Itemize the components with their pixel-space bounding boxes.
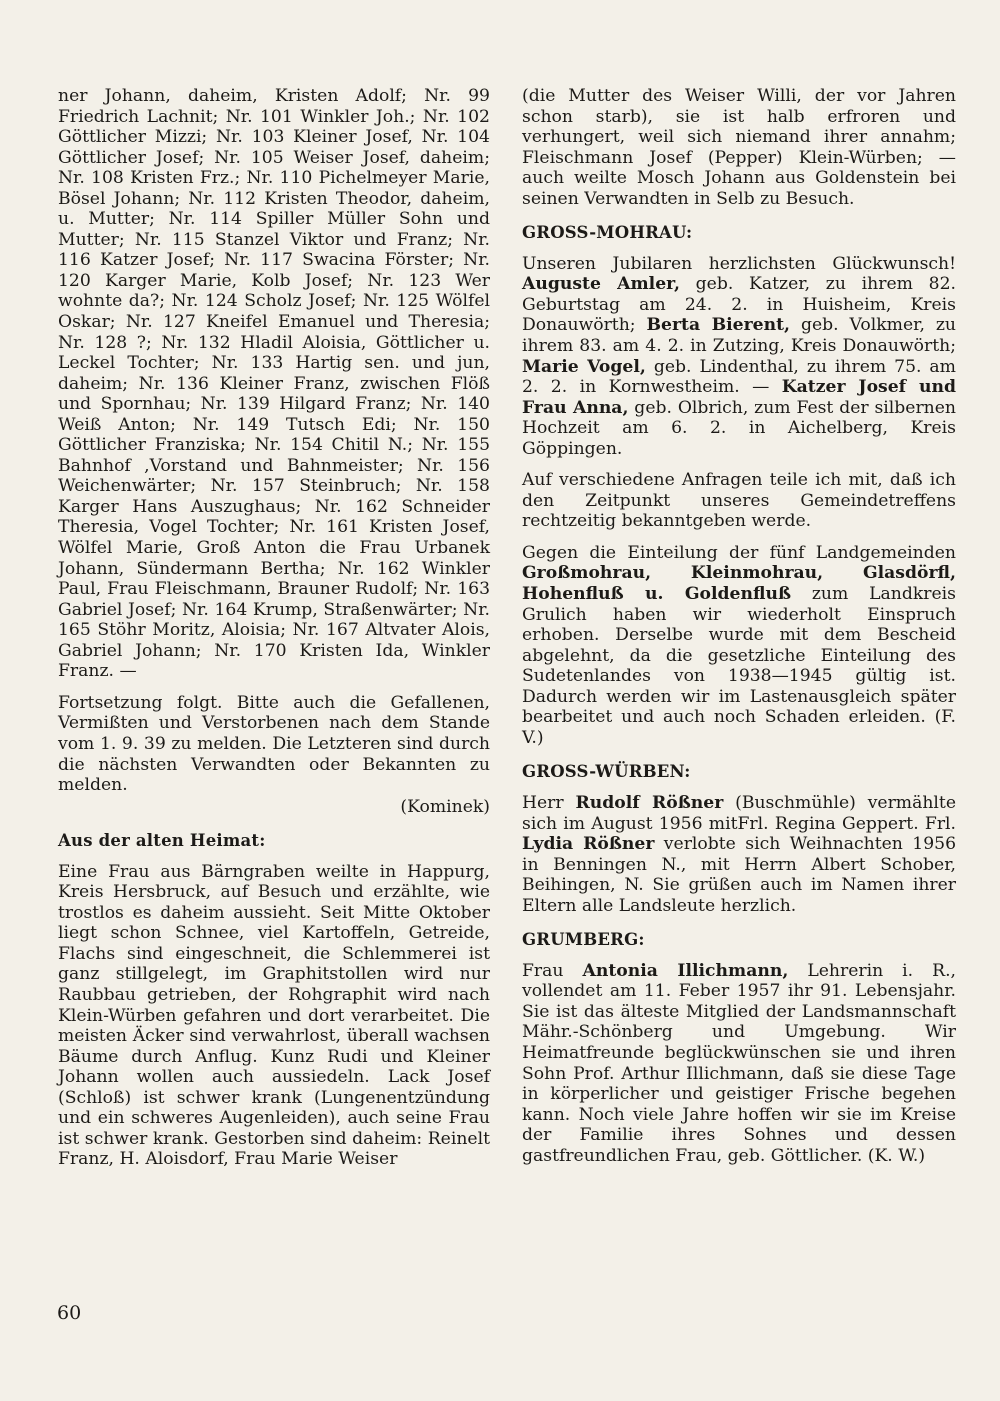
section-heading-gross-mohrau: GROSS-MOHRAU: (522, 223, 693, 243)
page-number: 60 (57, 1302, 82, 1324)
section-heading-alte-heimat: Aus der alten Heimat: (58, 831, 266, 851)
birthday-paragraph: Frau Antonia Illichmann, Lehrerin i. R., vollendet am 11. Feber 1957 ihr 91. Lebensjahr. Sie ist das älteste Mitglied der Landsmannschaft Mähr.-Schönberg und Umgebung. Wir Heimatfreunde beglückwünschen sie und ihren Sohn Prof. Arthur Illichmann, daß sie diese Tage in körperlicher und geistiger Frische begehen kann. Noch viele Jahre hoffen wir sie im Kreise der Familie ihres Sohnes und dessen gastfreundlichen Frau, geb. Göttlicher. (K. W.) (522, 960, 957, 1166)
author-signature: (Kominek) (400, 796, 490, 817)
wedding-paragraph: Herr Rudolf Rößner (Buschmühle) vermählte sich im August 1956 mitFrl. Regina Geppert. Frl. Lydia Rößner verlobte sich Weihnachten 1956 in Benningen N., mit Herrn Albert Schober, Beihingen, N. Sie grüßen auch im Namen ihrer Eltern alle Landsleute herzlich. (522, 792, 957, 916)
address-list-paragraph: ner Johann, daheim, Kristen Adolf; Nr. 99 Friedrich Lachnit; Nr. 101 Winkler Joh.; Nr. 102 Göttlicher Mizzi; Nr. 103 Kleiner Josef, Nr. 104 Göttlicher Josef; Nr. 105 Weiser Josef, daheim; Nr. 108 Kristen Frz.; Nr. 110 Pichelmeyer Marie, Bösel Johann; Nr. 112 Kristen Theodor, daheim, u. Mutter; Nr. 114 Spiller Müller Sohn und Mutter; Nr. 115 Stanzel Viktor und Franz; Nr. 116 Katzer Josef; Nr. 117 Swacina Förster; Nr. 120 Karger Marie, Kolb Josef; Nr. 123 Wer wohnte da?; Nr. 124 Scholz Josef; Nr. 125 Wölfel Oskar; Nr. 127 Kneifel Emanuel und Theresia; Nr. 128 ?; Nr. 132 Hladil Aloisia, Göttlicher u. Leckel Tochter; Nr. 133 Hartig sen. und jun, daheim; Nr. 136 Kleiner Franz, zwischen Flöß und Spornhau; Nr. 139 Hilgard Franz; Nr. 140 Weiß Anton; Nr. 149 Tutsch Edi; Nr. 150 Göttlicher Franziska; Nr. 154 Chitil N.; Nr. 155 Bahnhof ,Vorstand und Bahnmeister; Nr. 156 Weichenwärter; Nr. 157 Steinbruch; Nr. 158 Karger Hans Auszughaus; Nr. 162 Schneider Theresia, Vogel Tochter; Nr. 161 Kristen Josef, Wölfel Marie, Groß Anton die Frau Urbanek Johann, Sündermann Bertha; Nr. 162 Winkler Paul, Frau Fleischmann, Brauner Rudolf; Nr. 163 Gabriel Josef; Nr. 164 Krump, Straßenwärter; Nr. 165 Stöhr Moritz, Aloisia; Nr. 167 Altvater Alois, Gabriel Johann; Nr. 170 Kristen Ida, Winkler Franz. — (58, 86, 490, 682)
jubilee-paragraph: Unseren Jubilaren herzlichsten Glückwunsch! Auguste Amler, geb. Katzer, zu ihrem 82. Geburtstag am 24. 2. in Huisheim, Kreis Donauwörth; Berta Bierent, geb. Volkmer, zu ihrem 83. am 4. 2. in Zutzing, Kreis Donauwörth; Marie Vogel, geb. Lindenthal, zu ihrem 75. am 2. 2. in Kornwestheim. — Katzer Josef und Frau Anna, geb. Olbrich, zum Fest der silbernen Hochzeit am 6. 2. in Aichelberg, Kreis Göppingen. (522, 253, 956, 459)
continued-paragraph: (die Mutter des Weiser Willi, der vor Jahren schon starb), sie ist halb erfroren und verhungert, weil sich niemand ihrer annahm; Fleischmann Josef (Pepper) Klein-Würben; — auch weilte Mosch Johann aus Goldenstein bei seinen Verwandten in Selb zu Besuch. (522, 86, 956, 209)
objection-paragraph: Gegen die Einteilung der fünf Landgemeinden Großmohrau, Kleinmohrau, Glasdörfl, Hohenfluß u. Goldenfluß zum Landkreis Grulich haben wir wiederholt Einspruch erhoben. Derselbe wurde mit dem Bescheid abgelehnt, da die gesetzliche Einteilung des Sudetenlandes von 1938—1945 gültig ist. Dadurch werden wir im Lastenausgleich später bearbeitet und auch noch Schaden erleiden. (F. V.) (522, 542, 956, 748)
section-heading-grumberg: GRUMBERG: (522, 930, 645, 950)
left-column (58, 86, 490, 1181)
announcement-paragraph: Auf verschiedene Anfragen teile ich mit, daß ich den Zeitpunkt unseres Gemeindetreffens rechtzeitig bekanntgeben werde. (522, 470, 956, 532)
right-column (522, 86, 956, 1177)
continuation-note: Fortsetzung folgt. Bitte auch die Gefallenen, Vermißten und Verstorbenen nach dem Stande vom 1. 9. 39 zu melden. Die Letzteren sind durch die nächsten Verwandten oder Bekannten zu melden. (58, 692, 490, 796)
heimat-report-paragraph: Eine Frau aus Bärngraben weilte in Happurg, Kreis Hersbruck, auf Besuch und erzählte, wie trostlos es daheim aussieht. Seit Mitte Oktober liegt schon Schnee, viel Kartoffeln, Getreide, Flachs sind eingeschneit, die Schlemmerei ist ganz stillgelegt, im Graphitstollen wird nur Raubbau getrieben, der Rohgraphit wird nach Klein-Würben gefahren und dort verarbeitet. Die meisten Äcker sind verwahrlost, überall wachsen Bäume durch Anflug. Kunz Rudi und Kleiner Johann wollen auch aussiedeln. Lack Josef (Schloß) ist schwer krank (Lungenentzündung und ein schweres Augenleiden), auch seine Frau ist schwer krank. Gestorben sind daheim: Reinelt Franz, H. Aloisdorf, Frau Marie Weiser (58, 861, 490, 1170)
section-heading-gross-wuerben: GROSS-WÜRBEN: (522, 762, 691, 782)
